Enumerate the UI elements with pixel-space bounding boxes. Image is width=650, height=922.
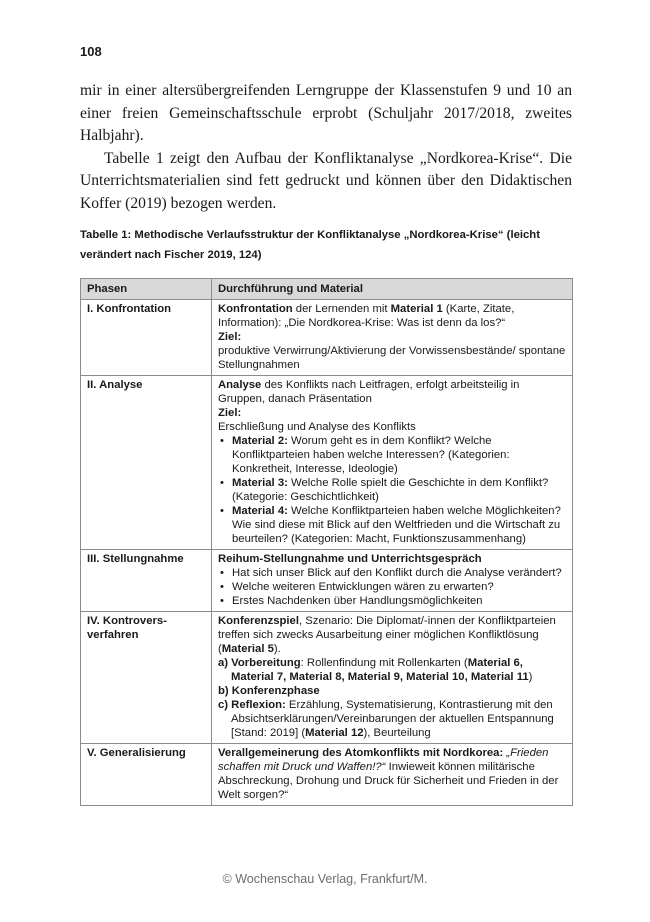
table-header-row bbox=[81, 279, 573, 300]
bullet-list bbox=[218, 434, 566, 546]
row-description: Verallgemeinerung des Atomkonflikts mit Nordkorea: „Frieden schaffen mit Druck und Waffen!?“ Inwieweit können militärische Abschreckung, Drohung und Druck für Sicherheit und Frieden in der Welt sorgen?“ bbox=[218, 747, 559, 801]
table-row bbox=[81, 550, 573, 612]
header-phasen: Phasen bbox=[81, 279, 212, 300]
ziel-label: Ziel: bbox=[218, 407, 242, 419]
content-cell bbox=[212, 612, 573, 744]
phase-cell: IV. Kontrovers-verfahren bbox=[81, 612, 212, 744]
step-konferenzphase: b) Konferenzphase bbox=[218, 685, 320, 697]
row-heading: Reihum-Stellungnahme und Unterrichtsgespräch bbox=[218, 553, 482, 565]
step-vorbereitung: a) Vorbereitung: Rollenfindung mit Rollenkarten (Material 6, Material 7, Material 8, Material 9, Material 10, Material 11) bbox=[218, 657, 533, 683]
phase-cell: II. Analyse bbox=[81, 376, 212, 550]
row-description: Analyse des Konflikts nach Leitfragen, erfolgt arbeitsteilig in Gruppen, danach Präsentation bbox=[218, 379, 520, 405]
row-description: Konferenzspiel, Szenario: Die Diplomat/-innen der Konfliktparteien treffen sich zwecks Ausarbeitung einer möglichen Konfliktlösung (Material 5). bbox=[218, 615, 556, 655]
copyright-footer: © Wochenschau Verlag, Frankfurt/M. bbox=[222, 872, 428, 886]
list-item: • Hat sich unser Blick auf den Konflikt durch die Analyse verändert? bbox=[218, 566, 566, 580]
ziel-text: produktive Verwirrung/Aktivierung der Vorwissensbestände/ spontane Stellungnahmen bbox=[218, 345, 566, 371]
phase-cell: I. Konfrontation bbox=[81, 300, 212, 376]
content-cell bbox=[212, 376, 573, 550]
content-cell bbox=[212, 744, 573, 806]
list-item: • Welche weiteren Entwicklungen wären zu erwarten? bbox=[218, 580, 566, 594]
phase-cell: V. Generalisierung bbox=[81, 744, 212, 806]
list-item: • Material 2: Worum geht es in dem Konflikt? Welche Konfliktparteien haben welche Interessen? (Kategorien: Konkretheit, Interesse, Ideologie) bbox=[218, 434, 566, 476]
paragraph-1: mir in einer altersübergreifenden Lerngruppe der Klassenstufen 9 und 10 an einer freien Gemeinschaftsschule erprobt (Schuljahr 2017/2018, zweites Halbjahr). bbox=[80, 82, 572, 144]
table-row bbox=[81, 744, 573, 806]
paragraph-2: Tabelle 1 zeigt den Aufbau der Konfliktanalyse „Nordkorea-Krise“. Die Unterrichtsmaterialien sind fett gedruckt und können über den Didaktischen Koffer (2019) bezogen werden. bbox=[80, 149, 572, 212]
list-item: • Material 4: Welche Konfliktparteien haben welche Möglichkeiten? Wie sind diese mit Blick auf den Weltfrieden und die Wirtschaft zu beurteilen? (Kategorien: Macht, Funktionszusammenhang) bbox=[218, 504, 566, 546]
content-cell bbox=[212, 300, 573, 376]
table-row bbox=[81, 300, 573, 376]
list-item: • Erstes Nachdenken über Handlungsmöglichkeiten bbox=[218, 594, 566, 608]
verlauf-table bbox=[80, 278, 573, 806]
ziel-label: Ziel: bbox=[218, 331, 242, 343]
list-item: • Material 3: Welche Rolle spielt die Geschichte in dem Konflikt? (Kategorie: Geschichtlichkeit) bbox=[218, 476, 566, 504]
content-cell bbox=[212, 550, 573, 612]
body-text bbox=[80, 80, 572, 215]
table-caption: Tabelle 1: Methodische Verlaufsstruktur der Konfliktanalyse „Nordkorea-Krise“ (leicht verändert nach Fischer 2019, 124) bbox=[80, 229, 540, 261]
row-description: Konfrontation der Lernenden mit Material 1 (Karte, Zitate, Information): „Die Nordkorea-Krise: Was ist denn da los?“ bbox=[218, 303, 515, 329]
bullet-list bbox=[218, 566, 566, 608]
table-row bbox=[81, 376, 573, 550]
page-number: 108 bbox=[80, 44, 102, 59]
ziel-text: Erschließung und Analyse des Konflikts bbox=[218, 421, 416, 433]
table-row bbox=[81, 612, 573, 744]
header-durchfuehrung: Durchführung und Material bbox=[212, 279, 573, 300]
step-reflexion: c) Reflexion: Erzählung, Systematisierung, Kontrastierung mit den Absichtserklärungen/Vereinbarungen der aktuellen Entspannung [Stand: 2019] (Material 12), Beurteilung bbox=[218, 699, 554, 739]
phase-cell: III. Stellungnahme bbox=[81, 550, 212, 612]
